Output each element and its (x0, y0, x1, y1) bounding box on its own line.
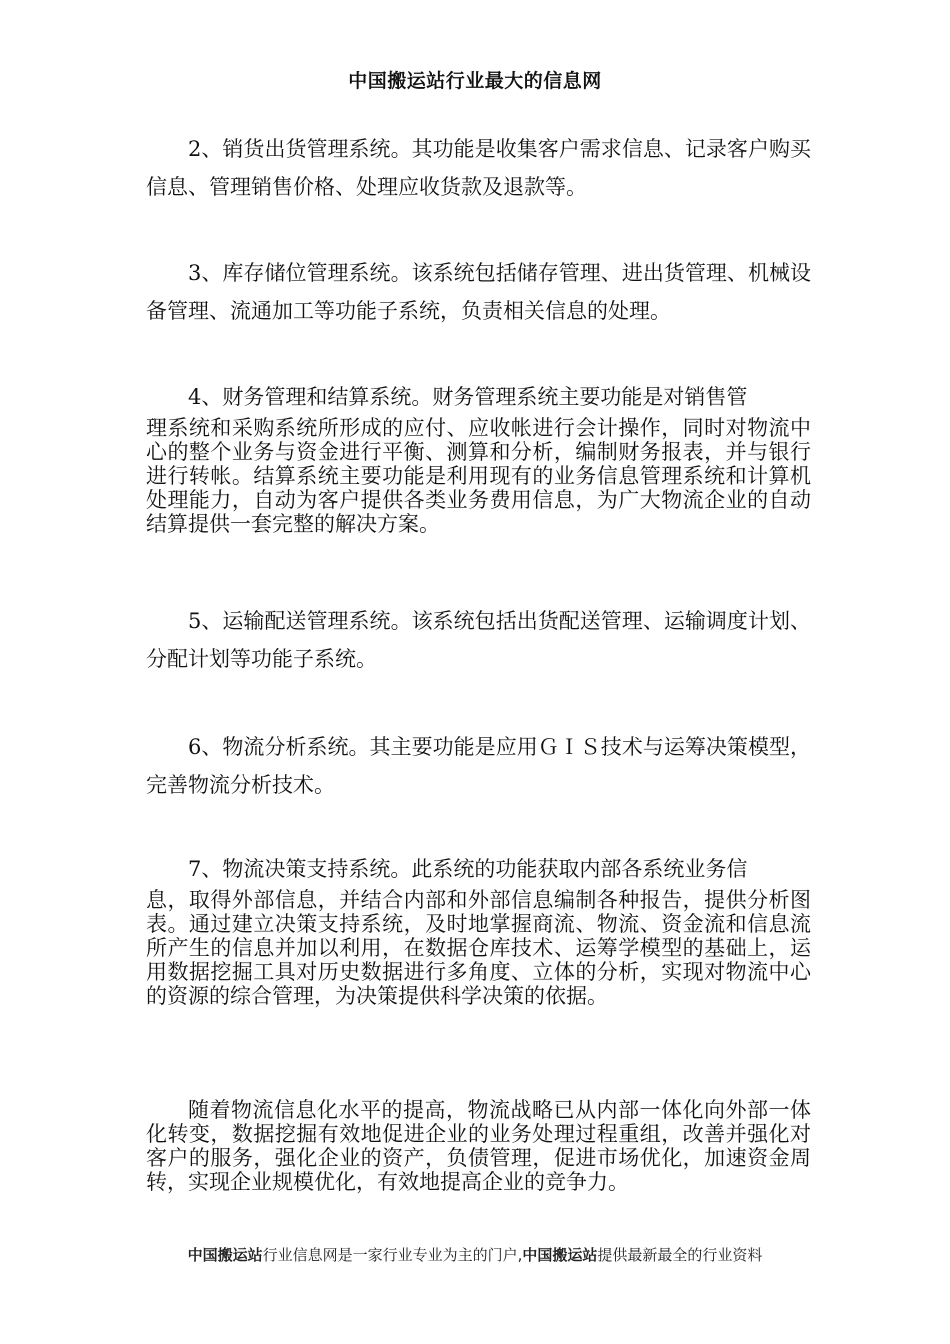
paragraph-analysis-system (146, 728, 811, 804)
paragraph-text: 随着物流信息化水平的提高，物流战略已从内部一体化向外部一体化转变，数据挖掘有效地促进企业的业务处理过程重组，改善并强化对客户的服务，强化企业的资产，负债管理，促进市场优化，加速资金周转，实现企业规模优化，有效地提高企业的竞争力。 (146, 1098, 811, 1194)
paragraph-text: 3、库存储位管理系统。该系统包括储存管理、进出货管理、机械设备管理、流通加工等功能子系统，负责相关信息的处理。 (146, 261, 811, 323)
paragraph-lead-line: 7、物流决策支持系统。此系统的功能获取内部各系统业务信 (188, 857, 748, 881)
footer-brand: 中国搬运站 (522, 1246, 598, 1264)
paragraph-text: 2、销货出货管理系统。其功能是收集客户需求信息、记录客户购买信息、管理销售价格、处理应收货款及退款等。 (146, 137, 811, 199)
page-header-title: 中国搬运站行业最大的信息网 (348, 70, 602, 92)
footer-text: 行业信息网是一家行业专业为主的门户, (262, 1246, 523, 1264)
paragraph-text: 息，取得外部信息，并结合内部和外部信息编制各种报告，提供分析图表。通过建立决策支持系统，及时地掌握商流、物流、资金流和信息流所产生的信息并加以利用，在数据仓库技术、运筹学模型的基础上，运用数据挖掘工具对历史数据进行多角度、立体的分析，实现对物流中心的资源的综合管理，为决策提供科学决策的依据。 (146, 888, 811, 1008)
paragraph-inventory-system (146, 254, 811, 330)
paragraph-finance-system (146, 378, 811, 536)
paragraph-lead-line: 4、财务管理和结算系统。财务管理系统主要功能是对销售管 (188, 385, 748, 409)
paragraph-conclusion (146, 1098, 811, 1194)
paragraph-decision-system (146, 850, 811, 1008)
page-footer (0, 1244, 950, 1265)
footer-brand: 中国搬运站 (187, 1246, 263, 1264)
footer-text: 提供最新最全的行业资料 (597, 1246, 763, 1264)
paragraph-text: 理系统和采购系统所形成的应付、应收帐进行会计操作，同时对物流中心的整个业务与资金进行平衡、测算和分析，编制财务报表，并与银行进行转帐。结算系统主要功能是利用现有的业务信息管理系统和计算机处理能力，自动为客户提供各类业务费用信息，为广大物流企业的自动结算提供一套完整的解决方案。 (146, 416, 811, 536)
paragraph-sales-system (146, 130, 811, 206)
paragraph-transport-system (146, 602, 811, 678)
paragraph-text: 6、物流分析系统。其主要功能是应用ＧＩＳ技术与运筹决策模型，完善物流分析技术。 (146, 735, 811, 797)
paragraph-text: 5、运输配送管理系统。该系统包括出货配送管理、运输调度计划、分配计划等功能子系统。 (146, 609, 811, 671)
